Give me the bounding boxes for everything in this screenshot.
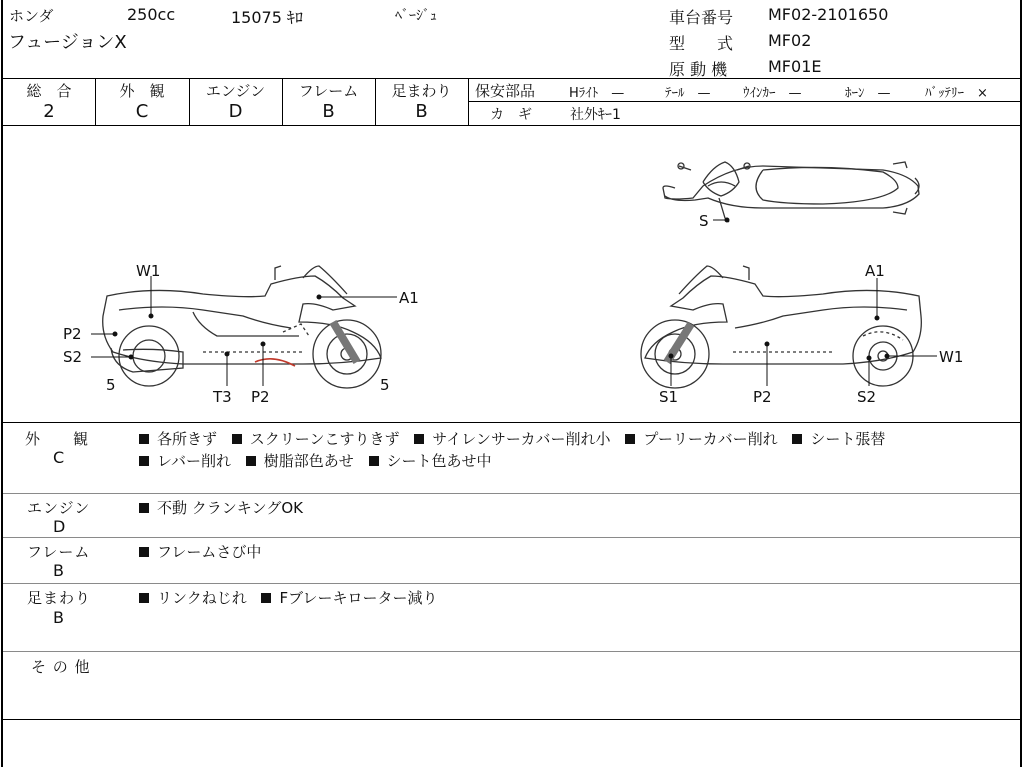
right-side-sketch — [641, 266, 921, 388]
grade-suspension-label: 足まわり — [391, 82, 452, 100]
frame-no-label: 車台番号 — [669, 8, 734, 27]
section-other-label: そ の 他 — [31, 658, 91, 676]
grade-exterior-value: C — [135, 101, 149, 122]
section-engine-label: エンジン — [27, 499, 91, 517]
displacement: 250cc — [127, 5, 176, 24]
section-exterior-label: 外 観 — [25, 430, 90, 448]
grade-engine-label: エンジン — [205, 82, 266, 100]
bike-diagram — [3, 126, 1020, 422]
type-value: MF02 — [768, 31, 812, 50]
safety-winker: ｳｲﾝｶｰ — — [743, 86, 802, 101]
label-left-5b: 5 — [380, 376, 390, 394]
label-top-s: S — [699, 212, 709, 230]
frame-no: MF02-2101650 — [768, 5, 889, 24]
section-frame-grade: B — [53, 561, 64, 580]
key-label: カ ギ — [490, 107, 532, 123]
section-suspension-label: 足まわり — [27, 589, 92, 607]
left-side-sketch — [103, 266, 381, 388]
label-left-w1: W1 — [136, 262, 161, 280]
section-exterior-line-2: レバー削れ 樹脂部色あせ シート色あせ中 — [139, 450, 502, 471]
label-right-p2: P2 — [753, 388, 772, 406]
grade-frame-label: フレーム — [298, 82, 359, 100]
maker: ホンダ — [9, 7, 54, 25]
safety-taillight: ﾃｰﾙ — — [665, 86, 711, 101]
label-left-5a: 5 — [106, 376, 116, 394]
section-engine-grade: D — [53, 517, 66, 536]
label-right-s2: S2 — [857, 388, 877, 406]
section-exterior-line-1: 各所きず スクリーンこすりきず サイレンサーカバー削れ小 プーリーカバー削れ シート張替 — [139, 428, 895, 449]
safety-battery: ﾊﾞｯﾃﾘｰ × — [925, 86, 988, 101]
engine-label: 原 動 機 — [669, 60, 728, 79]
divider — [3, 719, 1020, 720]
grade-suspension-value: B — [415, 101, 428, 122]
safety-label: 保安部品 — [475, 82, 536, 100]
label-left-a1: A1 — [399, 289, 419, 307]
key-value: 社外ｷｰ1 — [570, 107, 621, 123]
grade-total-label: 総 合 — [26, 82, 72, 100]
label-left-p2b: P2 — [251, 388, 270, 406]
section-exterior-grade: C — [53, 448, 65, 467]
model-name: フュージョンX — [8, 32, 127, 53]
section-frame-line-1: フレームさび中 — [139, 541, 271, 562]
grade-exterior-label: 外 観 — [119, 82, 165, 100]
grade-total-value: 2 — [43, 101, 55, 122]
divider — [3, 78, 1020, 79]
divider — [3, 422, 1020, 423]
safety-headlight: Hﾗｲﾄ — — [569, 86, 625, 101]
inspection-sheet — [1, 0, 1022, 767]
label-right-a1: A1 — [865, 262, 885, 280]
label-right-s1: S1 — [659, 388, 679, 406]
mileage: 15075 ｷﾛ — [231, 8, 303, 27]
section-suspension-line-1: リンクねじれ Fブレーキローター減り — [139, 587, 448, 608]
label-right-w1: W1 — [939, 348, 964, 366]
section-suspension-grade: B — [53, 608, 64, 627]
section-engine-line-1: 不動 クランキングOK — [139, 497, 313, 518]
label-left-s2: S2 — [63, 348, 83, 366]
type-label: 型 式 — [669, 34, 734, 53]
section-frame-label: フレーム — [27, 543, 91, 561]
safety-divider — [468, 101, 1020, 102]
label-left-t3: T3 — [213, 388, 232, 406]
grade-frame-value: B — [322, 101, 335, 122]
grade-engine-value: D — [228, 101, 243, 122]
engine-value: MF01E — [768, 57, 822, 76]
safety-horn: ﾎｰﾝ — — [845, 86, 891, 101]
label-left-p2: P2 — [63, 325, 82, 343]
body-color: ﾍﾞｰｼﾞｭ — [395, 8, 437, 24]
